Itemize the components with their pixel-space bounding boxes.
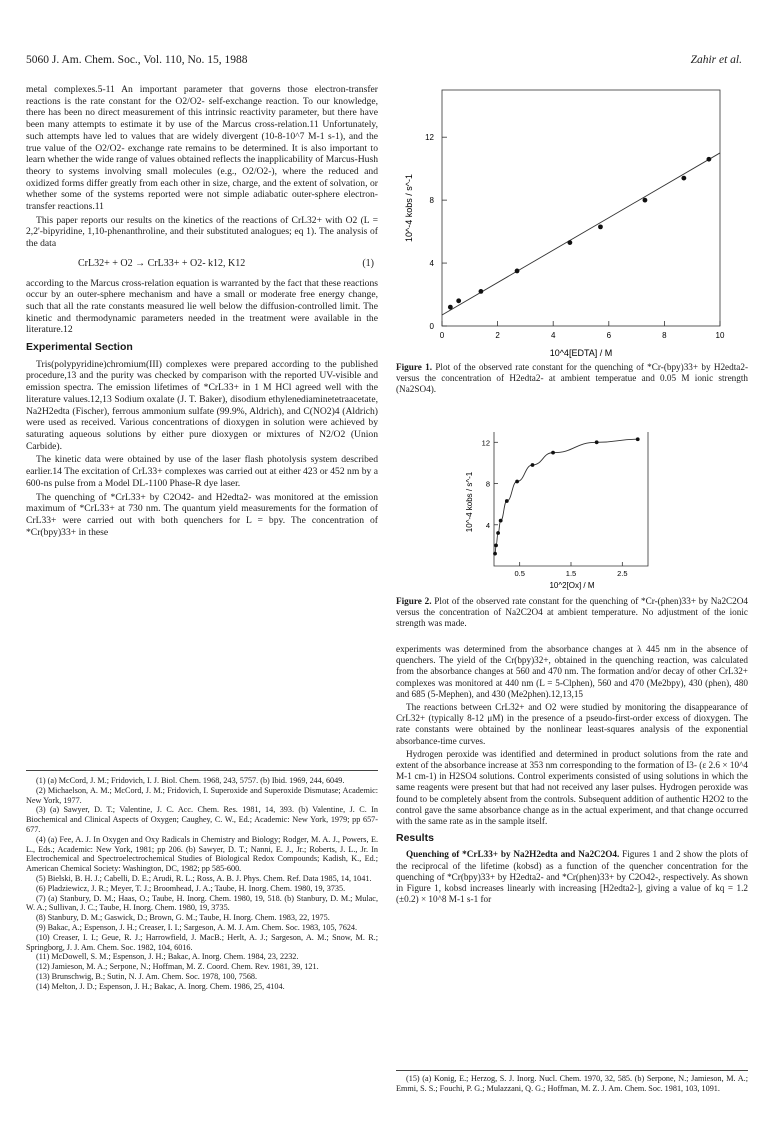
reference: (3) (a) Sawyer, D. T.; Valentine, J. C. Acc. Chem. Res. 1981, 14, 393. (b) Valentine, J. C. In Biochemical and Clinical Aspects of Oxygen; Caughey, C. W., Ed.; Academic: New York, 1979; pp 657-677. xyxy=(26,805,378,834)
reference: (13) Brunschwig, B.; Sutin, N. J. Am. Chem. Soc. 1978, 100, 7568. xyxy=(36,971,258,981)
data-point xyxy=(456,298,461,303)
fit-line xyxy=(442,153,720,315)
data-point xyxy=(681,176,686,181)
reference: (9) Bakac, A.; Espenson, J. H.; Creaser, I. I.; Sargeson, A. M. J. Am. Chem. Soc. 1983, 105, 7624. xyxy=(36,922,358,932)
data-point xyxy=(643,198,648,203)
data-point xyxy=(493,552,497,556)
caption-label: Figure 2. xyxy=(396,596,432,606)
reference: (8) Stanbury, D. M.; Gaswick, D.; Brown, G. M.; Taube, H. Inorg. Chem. 1983, 22, 1975. xyxy=(36,913,330,923)
figure-1-caption xyxy=(396,362,748,395)
data-point xyxy=(706,157,711,162)
paragraph: experiments was determined from the absorbance changes at λ 445 nm in the absence of quenchers. The yield of the Cr(bpy)32+, obtained in the quenching reaction, was calculated from the absorbance changes at 560 and 470 nm. The formation and/or decay of other CrL32+ complexes was monitored at 440 nm (L = 5-Clphen), 560 and 470 (Me2bpy), 430 (phen), 480 and 685 (5-Mephen), and 430 (Me2phen).12,13,15 xyxy=(396,644,748,699)
reference: (12) Jamieson, M. A.; Serpone, N.; Hoffman, M. Z. Coord. Chem. Rev. 1981, 39, 121. xyxy=(36,962,319,972)
data-point xyxy=(499,519,503,523)
references xyxy=(26,776,378,992)
paragraph: metal complexes.5-11 An important parameter that governs those electron-transfer reactions is the rate constant for the O2/O2- self-exchange reaction. To our knowledge, there has been no direct measurement of this intrinsic reactivity parameter, but there have been many attempts to estimate it by use of the Marcus cross-relation.11 Unfortunately, such attempts have led to values that are widely divergent (10-8-10^7 M-1 s-1), and the true value of the O2/O2- exchange rate remains to be determined. It is also important to learn whether the wide range of values obtained reflects the inapplicability of Marcus-Hush theory to systems involving small molecules (e.g., O2/O2-), where the reduced and oxidized forms differ greatly from each other in size, charge, and the extent of solvation, or whether some of the systems reported were not simple adiabatic outer-sphere electron-transfer reactions.11 xyxy=(26,84,378,213)
paragraph: The quenching of *CrL33+ by C2O42- and H2edta2- was monitored at the emission maximum of *CrL33+ at 730 nm. The quantum yield measurements for the formation of CrL33+ were carried out with both quenchers for L = bpy. The concentration of *Cr(bpy)33+ in these xyxy=(26,491,378,538)
footnote-15 xyxy=(396,1074,748,1094)
section-title: Experimental Section xyxy=(26,341,133,354)
footnote-rule xyxy=(26,770,378,771)
reference: (2) Michaelson, A. M.; McCord, J. M.; Fridovich, I. Superoxide and Superoxide Dismutase; Academic: New York, 1977. xyxy=(26,785,378,805)
data-point xyxy=(448,305,453,310)
equation-1 xyxy=(26,252,378,278)
x-tick-label: 2 xyxy=(495,331,500,340)
paragraph xyxy=(396,849,748,905)
reference: (4) (a) Fee, A. J. In Oxygen and Oxy Radicals in Chemistry and Biology; Rodger, M. A. J., Powers, E. L., Eds.; Academic: New York, 1981; pp 206. (b) Sawyer, D. T.; Nanni, E. J., Jr.; Roberts, J. L., Jr. In Electrochemical and Spectroelectrochemical Studies of Biological Redox Compounds; Kadish, K., Ed.; American Chemical Society: Washington, DC, 1982; pp 585-600. xyxy=(26,834,378,874)
data-point xyxy=(567,240,572,245)
data-point xyxy=(598,224,603,229)
data-point xyxy=(595,440,599,444)
data-point xyxy=(494,543,498,547)
right-column xyxy=(396,644,748,907)
x-tick-label: 0 xyxy=(439,331,445,340)
x-axis-label: 10^4[EDTA] / M xyxy=(549,348,613,358)
y-tick-label: 12 xyxy=(425,133,434,143)
paragraph: This paper reports our results on the kinetics of the reactions of CrL32+ with O2 (L = 2,2'-bipyridine, 1,10-phenanthroline, and their substituted analogues; eq 1). The analysis of the data xyxy=(26,214,378,250)
figure-2-chart xyxy=(460,422,690,592)
figure-1-chart xyxy=(396,80,748,362)
section-title: Results xyxy=(396,832,434,845)
x-tick-label: 0.5 xyxy=(514,569,525,578)
equation-number: (1) xyxy=(362,257,374,269)
y-tick-label: 0 xyxy=(429,322,434,331)
results-text: Figures 1 and 2 show the plots of the reciprocal of the lifetime (kobsd) as a function of the quencher concentration for the quenching of *Cr(bpy)33+ by H2edta2- and *Cr(phen)33+ by C2O42-, respectively. As shown in Figure 1, kobsd increases linearly with increasing [H2edta2-], giving a value of kq = 1.2 (±0.2) × 10^8 M-1 s-1 for xyxy=(396,849,749,905)
x-axis-label: 10^2[Ox] / M xyxy=(549,581,595,590)
results-lead: Quenching of *CrL33+ by Na2H2edta and Na2C2O4. xyxy=(406,849,620,860)
data-point xyxy=(515,269,520,274)
reference: (5) Bielski, B. H. J.; Cabelli, D. E.; Arudi, R. L.; Ross, A. B. J. Phys. Chem. Ref. Data 1985, 14, 1041. xyxy=(36,873,372,883)
reference: (1) (a) McCord, J. M.; Fridovich, I. J. Biol. Chem. 1968, 243, 5757. (b) Ibid. 1969, 244, 6049. xyxy=(36,776,345,785)
reference: (7) (a) Stanbury, D. M.; Haas, O.; Taube, H. Inorg. Chem. 1980, 19, 518. (b) Stanbury, D. M.; Mulac, W. A.; Sullivan, J. C.; Taube, H. Inorg. Chem. 1980, 19, 3735. xyxy=(26,893,378,913)
x-tick-label: 2.5 xyxy=(617,569,628,578)
data-point xyxy=(515,480,519,484)
data-point xyxy=(551,451,555,455)
paragraph: The kinetic data were obtained by use of the laser flash photolysis system described earlier.14 The excitation of CrL33+ complexes was carried out at either 423 or 452 nm by a 600-ns pulse from a Model DL-1100 Phase-R dye laser. xyxy=(26,454,378,489)
y-axis-label: 10^-4 kobs / s^-1 xyxy=(465,471,474,533)
reference: (10) Creaser, I. I.; Geue, R. J.; Harrowfield, J. MacB.; Herlt, A. J.; Sargeson, A. M.; Snow, M. R.; Springborg, J. J. Am. Chem. Soc. 1982, 104, 6016. xyxy=(26,932,378,952)
x-tick-label: 4 xyxy=(550,331,556,340)
data-point xyxy=(496,531,500,535)
y-tick-label: 4 xyxy=(485,520,490,530)
data-point xyxy=(531,463,535,467)
footnote-rule xyxy=(396,1070,748,1071)
authors: Zahir et al. xyxy=(690,54,742,66)
journal-citation: 5060 J. Am. Chem. Soc., Vol. 110, No. 15, 1988 xyxy=(26,54,248,66)
paragraph: The reactions between CrL32+ and O2 were studied by monitoring the disappearance of CrL32+ (typically 8-12 μM) in the presence of a pseudo-first-order excess of dioxygen. The rate constants were obtained by the nonlinear least-squares analysis of the exponential absorbance-time curves. xyxy=(396,702,748,746)
left-column xyxy=(26,84,378,540)
x-tick-label: 8 xyxy=(662,331,667,340)
reference: (6) Pladziewicz, J. R.; Meyer, T. J.; Broomhead, J. A.; Taube, H. Inorg. Chem. 1980, 19, 3735. xyxy=(36,883,346,893)
reference: (15) (a) Konig, E.; Herzog, S. J. Inorg. Nucl. Chem. 1970, 32, 585. (b) Serpone, N.; Jamieson, M. A.; Emmi, S. S.; Fouchi, P. G.; Mulazzani, Q. G.; Hoffman, M. Z. J. Am. Chem. Soc. 1981, 103, 1091. xyxy=(396,1074,748,1093)
fit-curve xyxy=(495,439,638,553)
paragraph: Hydrogen peroxide was identified and determined in product solutions from the rate and extent of the absorbance increase at 353 nm corresponding to the formation of I3- (ε 2.6 × 10^4 M-1 cm-1) in H2SO4 solutions. Control experiments consisted of using solutions in which the same reagents were present but that had not received any laser pulses. Hydrogen peroxide was found to be completely absent from the controls. Subsequent addition of authentic H2O2 to the control gave the same absorbance change as in the actual experiment, and that change occurred with the same rate as in the sample itself. xyxy=(396,748,748,827)
caption-label: Figure 1. xyxy=(396,362,433,372)
y-tick-label: 4 xyxy=(429,259,434,269)
data-point xyxy=(479,289,484,294)
x-tick-label: 1.5 xyxy=(565,569,577,578)
reference: (11) McDowell, S. M.; Espenson, J. H.; Bakac, A. Inorg. Chem. 1984, 23, 2232. xyxy=(36,952,299,962)
y-tick-label: 8 xyxy=(429,196,434,206)
running-header xyxy=(26,54,742,70)
caption-text: Plot of the observed rate constant for the quenching of *Cr-(phen)33+ by Na2C2O4 versus the concentration of Na2C2O4 at ambient temperature. No adjustment of the ionic strength was made. xyxy=(396,596,749,628)
data-point xyxy=(505,499,509,503)
x-tick-label: 10 xyxy=(715,331,725,340)
equation: CrL32+ + O2 → CrL33+ + O2- k12, K12 xyxy=(78,257,246,269)
y-axis-label: 10^-4 kobs / s^-1 xyxy=(404,174,414,242)
figure-2-caption xyxy=(396,596,748,629)
paragraph: according to the Marcus cross-relation equation is warranted by the fact that these reactions occur by an outer-sphere mechanism and have a small or moderate free energy change, such that all the rate constants measured lie well below the diffusion-controlled limit. The kinetic and thermodynamic parameters needed in the treatment were available in the literature.12 xyxy=(26,277,378,336)
y-tick-label: 12 xyxy=(481,438,490,448)
paragraph: Tris(polypyridine)chromium(III) complexes were prepared according to the published procedure,13 and the purity was checked by comparison with the reported UV-visible and emission spectra. The emission lifetimes of *CrL33+ in 1 M HCl agreed well with the literature values.12,13 Sodium oxalate (J. T. Baker), disodium ethylenediaminetetraacetate, Na2H2edta (Fischer), ferrous ammonium sulfate (99.9%, Aldrich), and C(NO2)4 (Aldrich) were used as received. Various concentrations of dioxygen in solution were achieved by saturating aqueous solutions by either pure dioxygen or mixtures of N2/O2 (Union Carbide). xyxy=(26,358,378,452)
reference: (14) Melton, J. D.; Espenson, J. H.; Bakac, A. Inorg. Chem. 1986, 25, 4104. xyxy=(36,981,285,991)
caption-text: Plot of the observed rate constant for the quenching of *Cr-(bpy)33+ by H2edta2- versus the concentration of H2edta2- at ambient temperatue and 0.05 M ionic strength (Na2SO4). xyxy=(396,362,749,394)
plot-frame-open xyxy=(494,432,648,566)
x-tick-label: 6 xyxy=(606,331,612,340)
y-tick-label: 8 xyxy=(485,479,490,489)
data-point xyxy=(636,437,640,441)
